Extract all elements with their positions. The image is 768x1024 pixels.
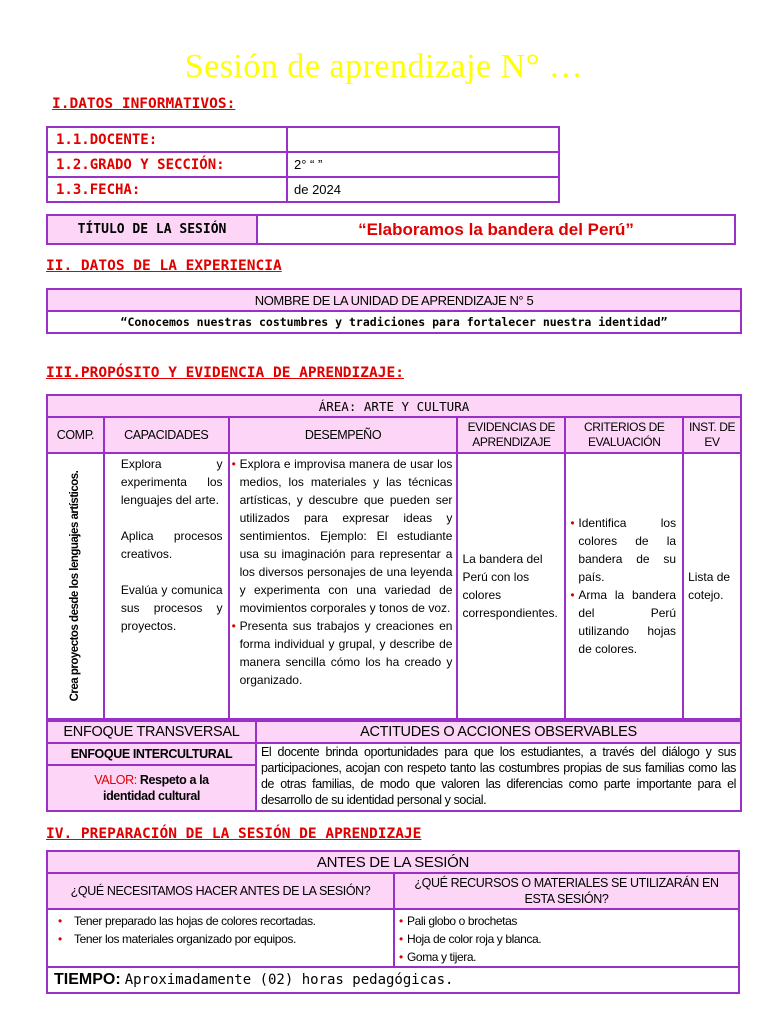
criterios-cell xyxy=(565,453,683,719)
material-item: • Pali globo o brochetas xyxy=(399,912,734,930)
q1-header: ¿QUÉ NECESITAMOS HACER ANTES DE LA SESIÓN? xyxy=(47,873,394,909)
capacidades-cell xyxy=(104,453,229,719)
grado-label: 1.2.GRADO Y SECCIÓN: xyxy=(47,152,287,177)
valor-label: VALOR: xyxy=(94,773,137,787)
criterio-item: • Arma la bandera del Perú utilizando hojas de colores. xyxy=(570,586,676,658)
competencia-text: Crea proyectos desde los lenguajes artísticos. xyxy=(69,470,82,702)
tareas-cell xyxy=(47,909,394,967)
session-title-table xyxy=(46,214,736,245)
col-inst: INST. DE EV xyxy=(683,417,741,453)
section-heading-preparacion: IV. PREPARACIÓN DE LA SESIÓN DE APRENDIZAJE xyxy=(46,826,422,842)
valor-cell xyxy=(47,765,256,811)
unit-table xyxy=(46,288,742,334)
tiempo-cell xyxy=(47,967,739,993)
enfoque-table xyxy=(46,720,742,812)
enfoque-header: ENFOQUE TRANSVERSAL xyxy=(47,721,256,743)
col-criterios: CRITERIOS DE EVALUACIÓN xyxy=(565,417,683,453)
grado-field[interactable]: 2° “ ” xyxy=(287,152,559,177)
capacidad-item: Aplica procesos creativos. xyxy=(120,529,223,561)
info-table xyxy=(46,126,560,203)
competencia-cell xyxy=(47,453,104,719)
col-comp: COMP. xyxy=(47,417,104,453)
tarea-item: • Tener los materiales organizado por equipos. xyxy=(58,930,389,948)
tarea-item: • Tener preparado las hojas de colores recortadas. xyxy=(58,912,389,930)
area-header: ÁREA: ARTE Y CULTURA xyxy=(47,395,741,417)
desempeno-item: • Explora e improvisa manera de usar los medios, los materiales y las técnicas artísticas, y descubre que pueden ser utilizados para expresar ideas y sentimientos. Ejemplo: El estudiante usa su imaginación para representar a los diversos personajes de una leyenda y experimenta con una variedad de movimientos corporales y tonos de voz. xyxy=(232,455,453,617)
preparation-table xyxy=(46,850,740,994)
fecha-label: 1.3.FECHA: xyxy=(47,177,287,202)
section-heading-datos-experiencia: II. DATOS DE LA EXPERIENCIA xyxy=(46,258,282,274)
capacidad-item: Explora y experimenta los lenguajes del arte. xyxy=(120,457,223,507)
enfoque-accion: El docente brinda oportunidades para que los estudiantes, a través del diálogo y sus participaciones, acojan con respeto tanto las costumbres propias de sus familias como las de otras familias, de modo que valoren las diferencias como parte importante para el desarrollo de su identidad personal y social. xyxy=(256,743,741,811)
section-heading-datos-informativos: I.DATOS INFORMATIVOS: xyxy=(52,96,236,112)
col-evidencias: EVIDENCIAS DE APRENDIZAJE xyxy=(457,417,565,453)
docente-label: 1.1.DOCENTE: xyxy=(47,127,287,152)
evidencia-cell: La bandera del Perú con los colores correspondientes. xyxy=(457,453,565,719)
material-item: • Goma y tijera. xyxy=(399,948,734,966)
session-title-value: “Elaboramos la bandera del Perú” xyxy=(257,215,735,244)
materiales-cell xyxy=(394,909,739,967)
actitudes-header: ACTITUDES O ACCIONES OBSERVABLES xyxy=(256,721,741,743)
docente-field[interactable] xyxy=(287,127,559,152)
purpose-table xyxy=(46,394,742,720)
desempeno-item: • Presenta sus trabajos y creaciones en forma individual y grupal, y describe de manera sencilla cómo los ha creado y organizado. xyxy=(232,617,453,689)
enfoque-name: ENFOQUE INTERCULTURAL xyxy=(47,743,256,765)
session-title-label: TÍTULO DE LA SESIÓN xyxy=(47,215,257,244)
criterio-item: • Identifica los colores de la bandera de su país. xyxy=(570,514,676,586)
page-title: Sesión de aprendizaje N° … xyxy=(184,48,584,85)
instrumento-cell: Lista de cotejo. xyxy=(683,453,741,719)
q2-header: ¿QUÉ RECURSOS O MATERIALES SE UTILIZARÁN EN ESTA SESIÓN? xyxy=(394,873,739,909)
unit-name: “Conocemos nuestras costumbres y tradiciones para fortalecer nuestra identidad” xyxy=(47,311,741,333)
capacidad-item: Evalúa y comunica sus procesos y proyectos. xyxy=(120,583,223,633)
col-desempeno: DESEMPEÑO xyxy=(229,417,458,453)
section-heading-proposito: III.PROPÓSITO Y EVIDENCIA DE APRENDIZAJE: xyxy=(46,365,404,381)
fecha-field[interactable]: de 2024 xyxy=(287,177,559,202)
col-capacidades: CAPACIDADES xyxy=(104,417,229,453)
material-item: • Hoja de color roja y blanca. xyxy=(399,930,734,948)
valor-text: Respeto a la identidad cultural xyxy=(103,773,209,803)
desempeno-cell xyxy=(229,453,458,719)
unit-header: NOMBRE DE LA UNIDAD DE APRENDIZAJE N° 5 xyxy=(47,289,741,311)
tiempo-label: TIEMPO: xyxy=(54,971,121,988)
antes-header: ANTES DE LA SESIÓN xyxy=(47,851,739,873)
tiempo-value: Aproximadamente (02) horas pedagógicas. xyxy=(124,972,454,988)
